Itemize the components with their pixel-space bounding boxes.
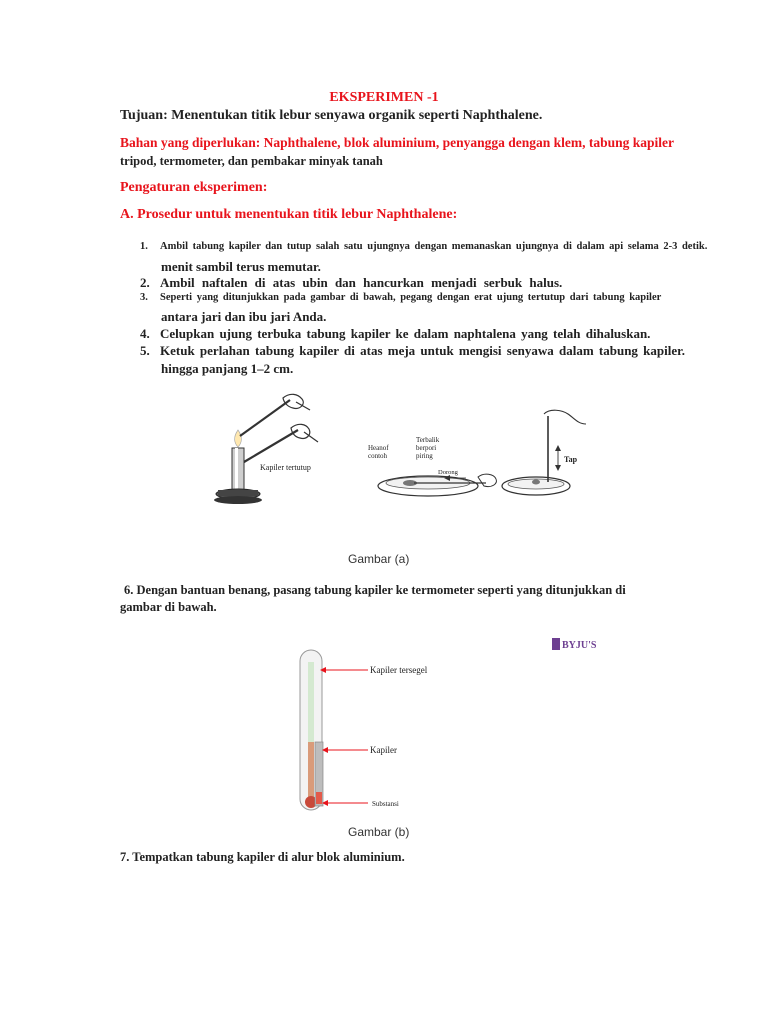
step-text: Seperti yang ditunjukkan pada gambar di bawah, pegang dengan erat ujung tertutup dari tabung kapiler xyxy=(160,292,662,303)
step-text: Celupkan ujung terbuka tabung kapiler ke dalam naphtalena yang telah dihaluskan. xyxy=(160,326,651,341)
label-tap: Tap xyxy=(564,455,578,464)
figure-b xyxy=(290,632,650,822)
step-text: Ambil naftalen di atas ubin dan hancurkan menjadi serbuk halus. xyxy=(160,275,563,290)
byjus-logo xyxy=(552,638,597,651)
step-number: 4. xyxy=(140,326,150,341)
step-number: 3. xyxy=(140,292,148,303)
setup-heading: Pengaturan eksperimen: xyxy=(120,180,268,195)
step-1-cont: menit sambil terus memutar. xyxy=(161,259,321,274)
label-capillary: Kapiler xyxy=(370,745,397,755)
materials-line-2: tripod, termometer, dan pembakar minyak tanah xyxy=(120,154,383,168)
step-3-cont: antara jari dan ibu jari Anda. xyxy=(161,309,327,324)
step-6-line-1: 6. Dengan bantuan benang, pasang tabung kapiler ke termometer seperti yang ditunjukkan di xyxy=(124,583,626,597)
step-text: Ketuk perlahan tabung kapiler di atas meja untuk mengisi senyawa dalam tabung kapiler. xyxy=(160,343,685,358)
capillary-tube-icon xyxy=(315,742,323,806)
figure-b-caption: Gambar (b) xyxy=(348,825,410,839)
aim-text: Tujuan: Menentukan titik lebur senyawa organik seperti Naphthalene. xyxy=(120,108,543,123)
step-2 xyxy=(140,275,760,291)
step-5 xyxy=(140,343,760,359)
page-title: EKSPERIMEN -1 xyxy=(329,90,439,105)
step-3 xyxy=(140,292,760,303)
label-capillary-closed: Kapiler tertutup xyxy=(260,463,311,472)
step-number: 2. xyxy=(140,275,150,290)
step-number: 1. xyxy=(140,241,148,252)
svg-text:Dorong: Dorong xyxy=(438,469,458,476)
label-substance: Substansi xyxy=(372,800,399,808)
step-number: 5. xyxy=(140,343,150,358)
capillary-closed-icon xyxy=(244,424,318,462)
label-sealed-capillary: Kapiler tersegel xyxy=(370,665,428,675)
plate-icon xyxy=(378,476,478,496)
svg-text:Terbalik: Terbalik xyxy=(416,436,440,444)
section-a-heading: A. Prosedur untuk menentukan titik lebur Naphthalene: xyxy=(120,207,458,222)
step-6-line-2: gambar di bawah. xyxy=(120,600,217,614)
step-text: Ambil tabung kapiler dan tutup salah satu ujungnya dengan memanaskan ujungnya di dalam api selama 2-3 detik. xyxy=(160,241,708,252)
svg-text:piring: piring xyxy=(416,452,433,460)
svg-text:berpori: berpori xyxy=(416,444,437,452)
step-4 xyxy=(140,326,760,342)
capillary-in-hand-icon xyxy=(240,394,310,436)
bunsen-burner-icon xyxy=(214,430,262,504)
figure-a-caption: Gambar (a) xyxy=(348,552,410,566)
step-5-cont: hingga panjang 1–2 cm. xyxy=(161,361,294,376)
step-1 xyxy=(140,241,760,252)
svg-text:contoh: contoh xyxy=(368,452,388,460)
figure-a xyxy=(178,390,598,510)
step-7: 7. Tempatkan tabung kapiler di alur blok aluminium. xyxy=(120,850,405,864)
tap-plate-icon xyxy=(502,410,586,495)
svg-text:Heanof: Heanof xyxy=(368,444,389,452)
materials-line-1: Bahan yang diperlukan: Naphthalene, blok aluminium, penyangga dengan klem, tabung kapiler xyxy=(120,135,675,150)
svg-text:BYJU'S: BYJU'S xyxy=(562,640,597,651)
